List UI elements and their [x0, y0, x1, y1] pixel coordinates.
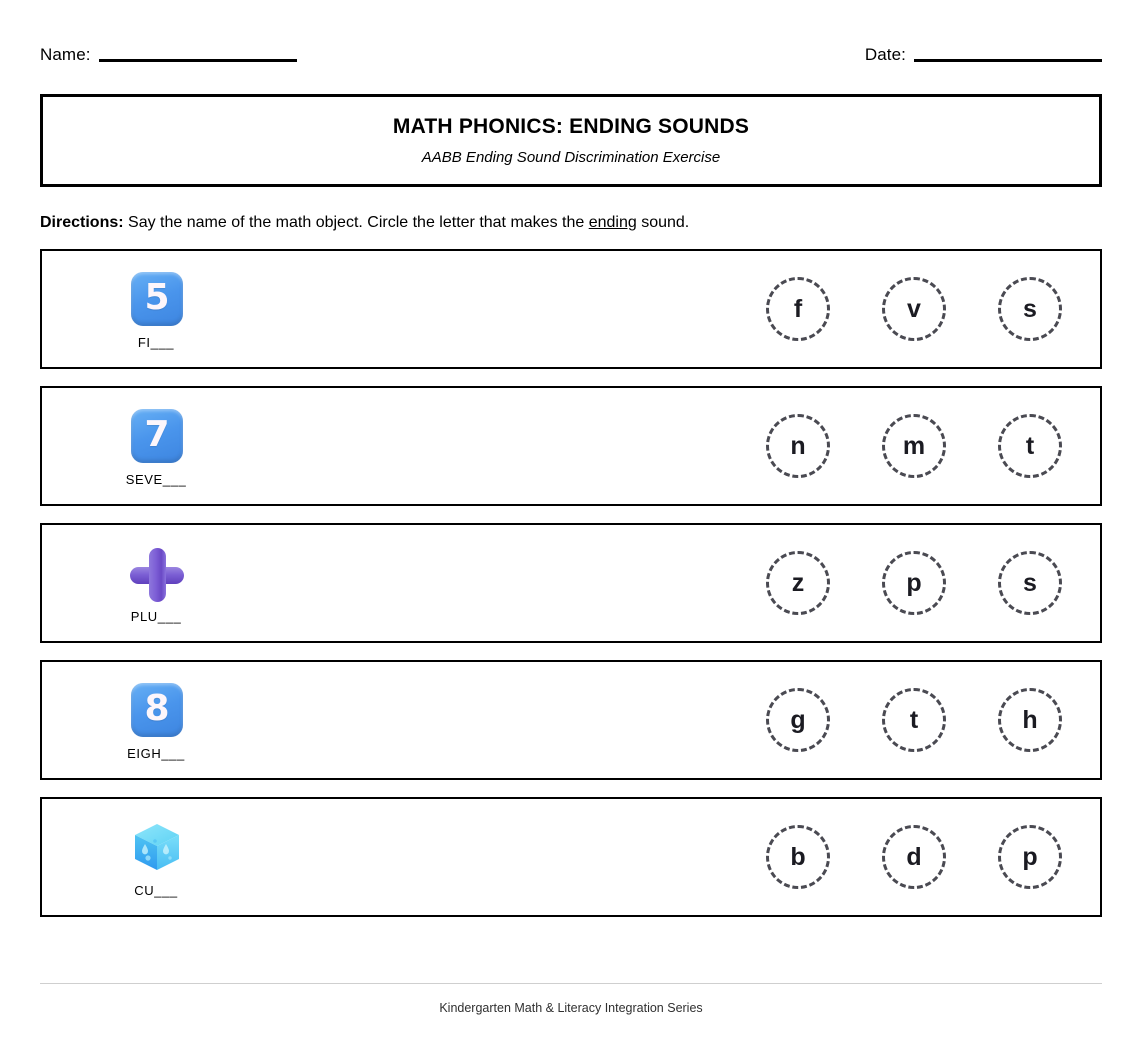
directions-underlined-word: ending [588, 214, 637, 231]
date-field[interactable] [865, 46, 1102, 64]
name-field[interactable] [40, 46, 297, 64]
problem-row [40, 249, 1102, 369]
object-art [125, 269, 187, 331]
choice-letter: t [909, 705, 919, 734]
choices-cell [766, 551, 1100, 615]
choice-letter: s [1023, 568, 1037, 597]
choice-letter: b [790, 842, 806, 871]
object-art [125, 406, 187, 468]
object-word: FI___ [137, 334, 175, 350]
choice-circle[interactable] [882, 277, 946, 341]
choice-circle[interactable] [766, 825, 830, 889]
choice-circle[interactable] [882, 688, 946, 752]
problem-row [40, 386, 1102, 506]
choice-circle[interactable] [766, 551, 830, 615]
plus-sign-icon [127, 545, 187, 605]
name-label: Name: [40, 45, 91, 64]
choice-letter: p [1022, 842, 1038, 871]
keycap-digit: 8 [144, 687, 170, 729]
object-word: EIGH___ [127, 745, 185, 761]
choice-circle[interactable] [998, 825, 1062, 889]
problem-list [40, 249, 1102, 917]
choice-circle[interactable] [766, 414, 830, 478]
footer-text: Kindergarten Math & Literacy Integration Series [439, 1001, 703, 1015]
keycap-seven-icon [131, 409, 183, 463]
choice-circle[interactable] [882, 825, 946, 889]
object-art [125, 817, 187, 879]
directions-label: Directions: [40, 214, 124, 231]
choice-circle[interactable] [998, 277, 1062, 341]
choice-circle[interactable] [882, 551, 946, 615]
name-date-row [40, 0, 1102, 64]
date-write-line[interactable] [914, 59, 1102, 62]
keycap-digit: 7 [144, 413, 170, 455]
choice-letter: h [1022, 705, 1038, 734]
problem-row [40, 523, 1102, 643]
choice-circle[interactable] [998, 551, 1062, 615]
choices-cell [766, 688, 1100, 752]
choice-circle[interactable] [998, 688, 1062, 752]
choices-cell [766, 825, 1100, 889]
choices-cell [766, 277, 1100, 341]
choice-circle[interactable] [882, 414, 946, 478]
footer [40, 983, 1102, 1016]
footer-divider [40, 983, 1102, 984]
choice-letter: p [906, 568, 922, 597]
choice-letter: z [791, 568, 805, 597]
object-cell [42, 817, 242, 898]
choice-circle[interactable] [766, 688, 830, 752]
page-title: MATH PHONICS: ENDING SOUNDS [392, 114, 750, 138]
directions-text-after: sound. [636, 214, 690, 231]
problem-row [40, 660, 1102, 780]
ice-cube-icon [129, 820, 185, 876]
name-write-line[interactable] [99, 59, 297, 62]
choice-circle[interactable] [998, 414, 1062, 478]
choice-letter: v [907, 294, 921, 323]
object-art [125, 680, 187, 742]
title-box [40, 94, 1102, 187]
choice-letter: t [1025, 431, 1035, 460]
keycap-digit: 5 [144, 276, 170, 318]
directions-text-before: Say the name of the math object. Circle the letter that makes the [123, 214, 589, 231]
choice-letter: f [793, 294, 803, 323]
plus-vertical-bar [149, 548, 166, 602]
date-label: Date: [864, 45, 906, 64]
object-word: SEVE___ [125, 471, 187, 487]
problem-row [40, 797, 1102, 917]
keycap-five-icon [131, 272, 183, 326]
choice-circle[interactable] [766, 277, 830, 341]
choice-letter: m [902, 431, 926, 460]
choice-letter: d [906, 842, 922, 871]
directions [40, 213, 1102, 232]
choice-letter: n [790, 431, 806, 460]
object-art [125, 543, 187, 605]
choice-letter: g [790, 705, 806, 734]
object-cell [42, 269, 242, 350]
keycap-eight-icon [131, 683, 183, 737]
object-word: CU___ [134, 882, 178, 898]
object-cell [42, 543, 242, 624]
object-word: PLU___ [130, 608, 182, 624]
object-cell [42, 680, 242, 761]
choices-cell [766, 414, 1100, 478]
choice-letter: s [1023, 294, 1037, 323]
page-subtitle: AABB Ending Sound Discrimination Exercise [421, 149, 721, 167]
object-cell [42, 406, 242, 487]
